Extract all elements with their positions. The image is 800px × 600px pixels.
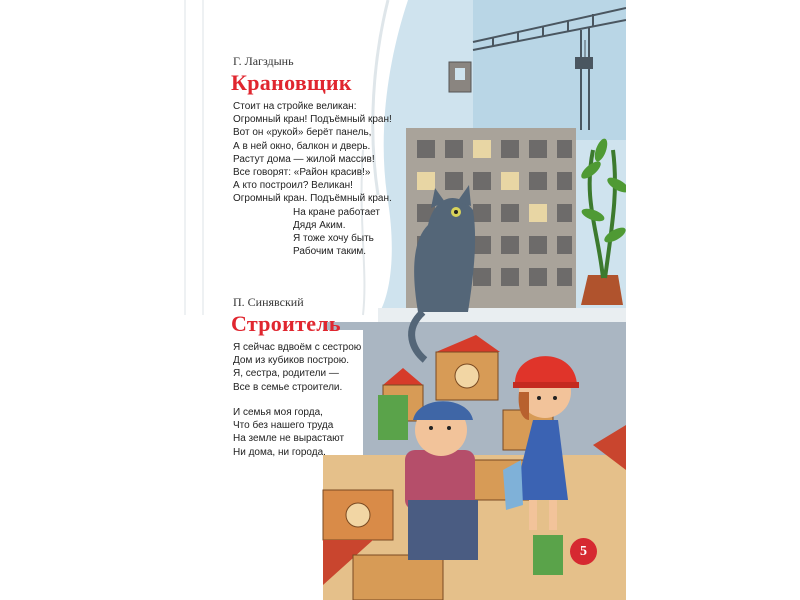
- poem-line: А в ней окно, балкон и дверь.: [233, 140, 371, 152]
- poem-line: Ни дома, ни города.: [233, 446, 326, 458]
- poem-line: На земле не вырастают: [233, 433, 345, 445]
- poem1-title: Крановщик: [231, 70, 352, 95]
- poem-line: Огромный кран! Подъёмный кран!: [233, 114, 392, 126]
- poem-line: Стоит на стройке великан:: [233, 101, 357, 112]
- poem-line: Вот он «рукой» берёт панель,: [233, 127, 372, 139]
- poem-line: А кто построил? Великан!: [233, 180, 353, 192]
- poem-line: Все говорят: «Район красив!»: [233, 167, 371, 179]
- poem2-title: Строитель: [231, 311, 341, 336]
- poem-line: Все в семье строители.: [233, 381, 343, 393]
- page-number-badge: 5: [570, 538, 597, 565]
- poem-line-indented: Я тоже хочу быть: [293, 233, 374, 245]
- book-page: [173, 0, 626, 600]
- poem-line-indented: Рабочим таким.: [293, 246, 367, 258]
- poem1-author: Г. Лагздынь: [233, 54, 294, 68]
- poem-line: И семья моя горда,: [233, 407, 323, 418]
- poem-line-indented: На кране работает: [293, 206, 380, 218]
- poem-line: Дом из кубиков построю.: [233, 355, 350, 367]
- poem-line: Растут дома — жилой массив!: [233, 153, 375, 165]
- poem2-author: П. Синявский: [233, 295, 304, 309]
- poem1-body: [233, 100, 392, 258]
- poem2-stanza2: [233, 406, 344, 459]
- poem-line-indented: Дядя Аким.: [293, 219, 346, 231]
- poem-line: Я сейчас вдвоём с сестрою: [233, 342, 362, 353]
- poem2-stanza1: [233, 341, 361, 394]
- poem-line: Что без нашего труда: [233, 420, 334, 432]
- poem-line: Я, сестра, родители —: [233, 368, 339, 380]
- poem-line: Огромный кран. Подъёмный кран.: [233, 193, 392, 205]
